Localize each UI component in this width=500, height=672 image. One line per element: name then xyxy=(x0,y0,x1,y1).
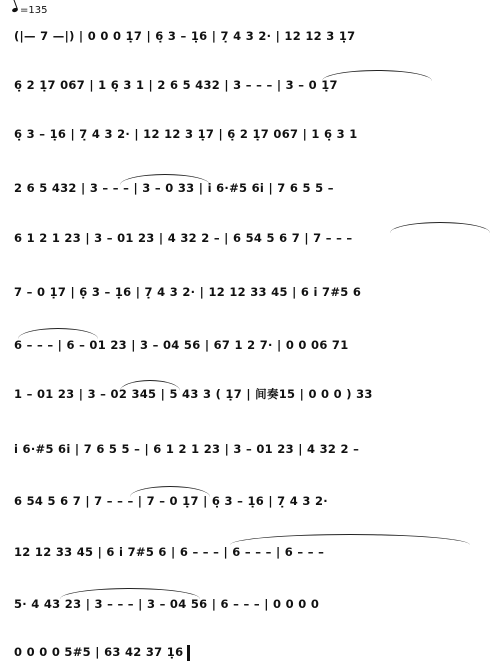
score-line-3: 6̣ 3 – 1̣6 | 7̣ 4 3 2· | 12 12 3 1̣7 | 6̣ 2 1̣7 067 | 1 6̣ 3 1 xyxy=(14,127,358,141)
tie-slur xyxy=(18,328,98,339)
score-line-7: 6 – – – | 6 – 01 23 | 3 – 04 56 | 67 1 2 7· | 0 0 06 71 xyxy=(14,338,349,352)
score-line-12: 5· 4 43 23 | 3 – – – | 3 – 04 56 | 6 – – – | 0 0 0 0 xyxy=(14,597,320,611)
score-line-11: 12 12 33 45 | 6 i 7#5 6 | 6 – – – | 6 – – – | 6 – – – xyxy=(14,545,325,559)
score-line-4: 2 6 5 432 | 3 – – – | 3 – 0 33 | i 6·#5 6i | 7 6 5 5 – xyxy=(14,181,334,195)
tempo-marking: =135 xyxy=(12,2,47,20)
tie-slur xyxy=(120,174,210,185)
score-line-2: 6̣ 2 1̣7 067 | 1 6̣ 3 1 | 2 6 5 432 | 3 – – – | 3 – 0 1̣7 xyxy=(14,78,338,92)
score-line-8: 1 – 01 23 | 3 – 02 345 | 5 43 3 ( 1̣7 | 间奏15 | 0 0 0 ) 33 xyxy=(14,387,373,401)
score-line-9: i 6·#5 6i | 7 6 5 5 – | 6 1 2 1 23 | 3 – 01 23 | 4 32 2 – xyxy=(14,442,360,456)
tie-slur xyxy=(60,588,200,599)
score-line-5: 6 1 2 1 23 | 3 – 01 23 | 4 32 2 – | 6 54 5 6 7 | 7 – – – xyxy=(14,231,353,245)
score-line-13: 0 0 0 0 5#5 | 63 42 37 1̣6 xyxy=(14,642,490,662)
score-line-10: 6 54 5 6 7 | 7 – – – | 7 – 0 1̣7 | 6̣ 3 – 1̣6 | 7̣ 4 3 2· xyxy=(14,494,328,508)
tie-slur xyxy=(120,380,180,391)
tie-slur xyxy=(130,486,210,497)
tie-slur xyxy=(390,222,490,233)
quarter-note-icon xyxy=(11,7,18,13)
score-line-1: (|— 7 —|) | 0 0 0 1̣7 | 6̣ 3 – 1̣6 | 7̣ 4 3 2· | 12 12 3 1̣7 xyxy=(14,29,356,43)
tie-slur xyxy=(230,534,470,545)
score-line-6: 7 – 0 1̣7 | 6̣ 3 – 1̣6 | 7̣ 4 3 2· | 12 12 33 45 | 6 i 7#5 6 xyxy=(14,285,362,299)
tie-slur xyxy=(322,70,432,81)
